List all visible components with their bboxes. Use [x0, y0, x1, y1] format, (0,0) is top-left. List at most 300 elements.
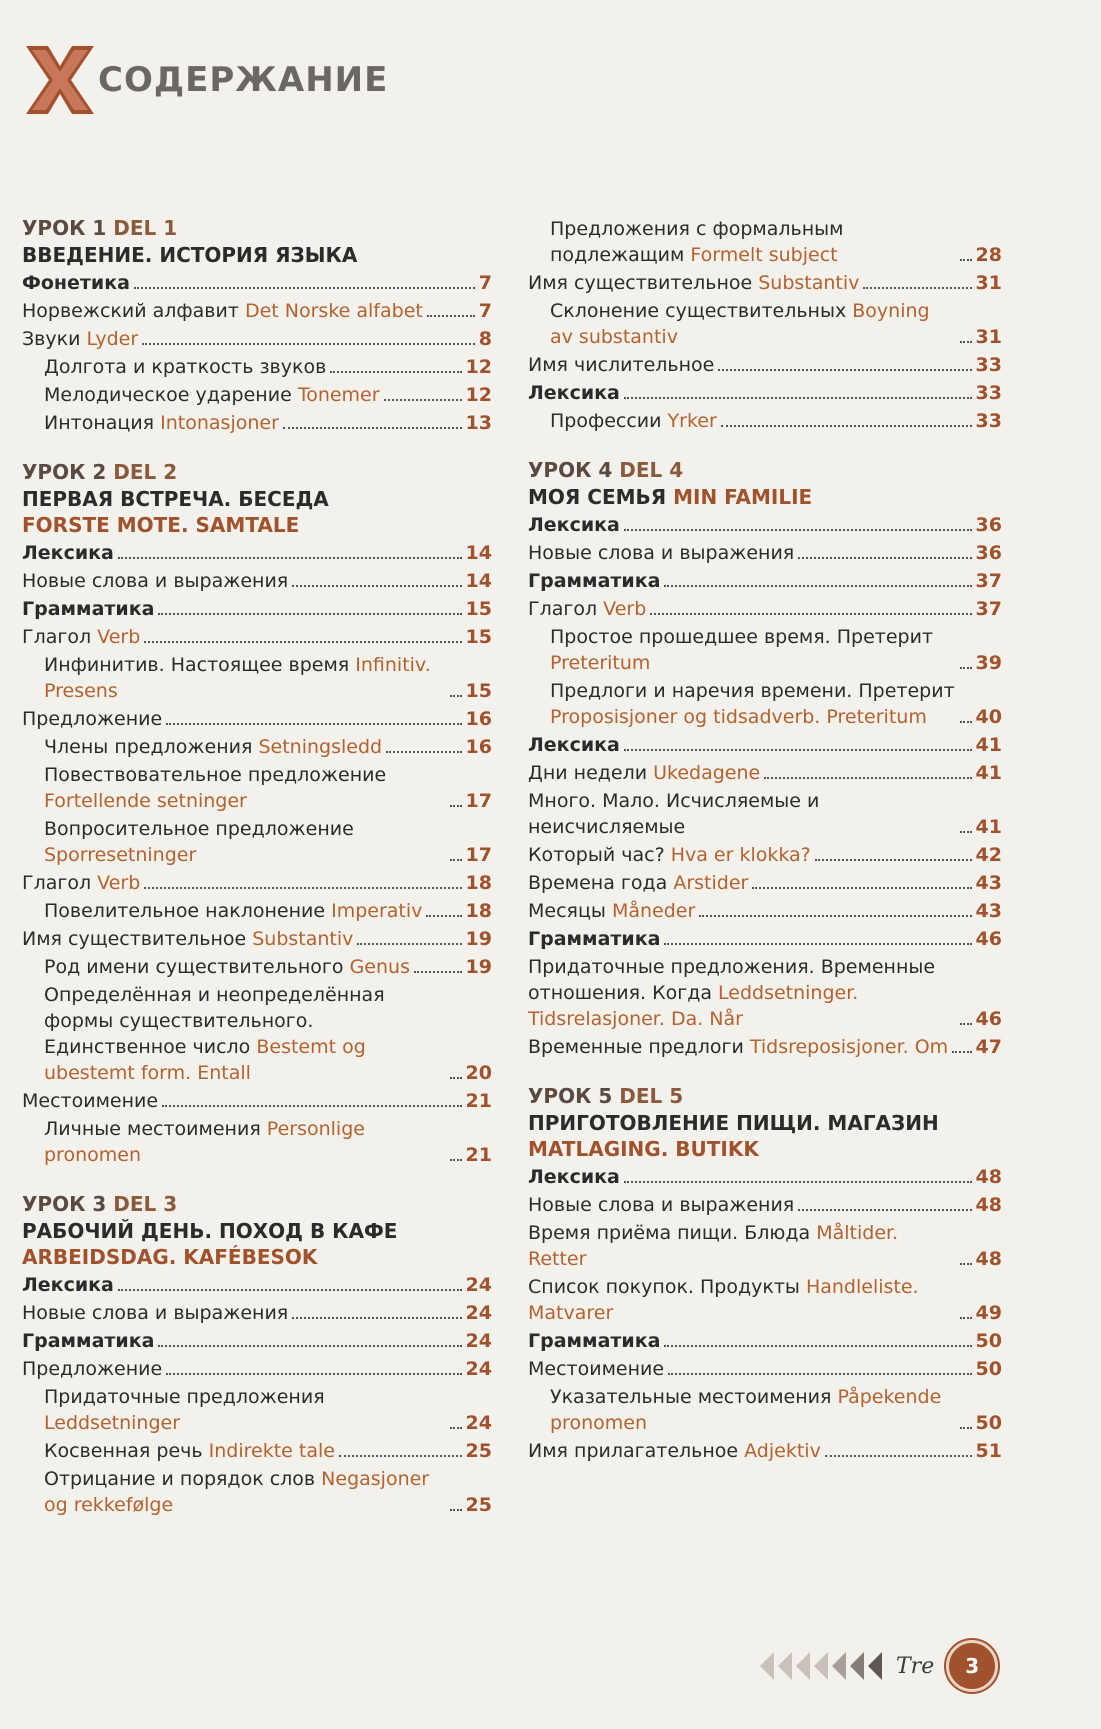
page-number: 20	[465, 1062, 492, 1084]
dot-leader	[960, 1023, 972, 1025]
dot-leader	[668, 1373, 971, 1375]
entry-title	[22, 1272, 114, 1298]
entry-title-no: Setningsledd	[258, 736, 383, 758]
page-header	[26, 46, 388, 114]
page-number: 12	[465, 384, 492, 406]
dot-leader	[283, 427, 462, 429]
lesson-title	[22, 242, 492, 268]
dot-leader	[960, 1427, 972, 1429]
entry-title	[528, 760, 760, 786]
entry-title	[528, 540, 794, 566]
lesson-title-no: ARBEIDSDAG. KAFÉBESOK	[22, 1245, 318, 1269]
entry-title-ru: Грамматика	[22, 598, 155, 620]
toc-entry	[22, 954, 492, 980]
entry-title-ru: Интонация	[44, 412, 161, 434]
page-number: 24	[465, 1412, 492, 1434]
toc-entry	[22, 298, 492, 324]
entry-title-no: Fortellende setninger	[44, 790, 247, 812]
page-number-badge: 3	[946, 1640, 998, 1692]
toc-entry	[22, 1088, 492, 1114]
arrow-icon	[760, 1652, 774, 1680]
entry-title	[528, 1164, 620, 1190]
page-number: 15	[465, 598, 492, 620]
entry-title-no: Det Norske alfabet	[244, 300, 423, 322]
lesson-number: УРОК 3	[22, 1192, 107, 1216]
toc-entry	[528, 842, 1002, 868]
dot-leader	[166, 1373, 461, 1375]
toc-entry	[528, 732, 1002, 758]
lesson-del: DEL 1	[113, 216, 178, 240]
toc-entry	[528, 926, 1002, 952]
entry-title-ru: Указательные местоимения	[550, 1386, 838, 1408]
entry-title-ru: Простое прошедшее время. Претерит	[550, 626, 934, 648]
entry-title	[44, 1438, 335, 1464]
toc-entry	[528, 1034, 1002, 1060]
entry-title-no: Bestemt og ubestemt form. Entall	[44, 1036, 366, 1084]
lesson-title-no: MATLAGING. BUTIKK	[528, 1137, 759, 1161]
dot-leader	[699, 915, 971, 917]
dot-leader	[158, 613, 461, 615]
entry-title	[44, 954, 410, 980]
dot-leader	[450, 859, 462, 861]
dot-leader	[664, 943, 971, 945]
lesson-heading	[528, 456, 1002, 484]
toc-entry	[22, 1466, 492, 1518]
entry-title	[550, 678, 956, 730]
entry-title-ru: Временные предлоги	[528, 1036, 750, 1058]
lesson-title-no: FORSTE MOTE. SAMTALE	[22, 513, 300, 537]
entry-title-ru: Предложение	[22, 708, 163, 730]
entry-title	[22, 1300, 288, 1326]
entry-title	[22, 1356, 162, 1382]
page-number: 19	[465, 928, 492, 950]
page-number: 43	[975, 872, 1002, 894]
page-number: 50	[975, 1330, 1002, 1352]
entry-title-ru: Придаточные предложения. Временные отношения. Когда	[528, 956, 936, 1004]
entry-title	[22, 596, 154, 622]
page-number: 17	[465, 844, 492, 866]
entry-title	[528, 870, 748, 896]
page-number: 36	[975, 514, 1002, 536]
toc-column-left	[22, 214, 492, 1540]
toc-entry	[22, 1384, 492, 1436]
lesson-number: УРОК 2	[22, 460, 107, 484]
entry-title	[22, 1088, 158, 1114]
entry-title-ru: Имя числительное	[528, 354, 715, 376]
toc-entry	[528, 352, 1002, 378]
entry-title-no: Indirekte tale	[208, 1440, 335, 1462]
entry-title-no: Arstider	[673, 872, 749, 894]
toc-entry	[22, 624, 492, 650]
toc-entry	[22, 270, 492, 296]
dot-leader	[450, 1159, 462, 1161]
page-number: 7	[478, 300, 492, 322]
lesson-del: DEL 3	[113, 1192, 178, 1216]
entry-title-ru: Новые слова и выражения	[528, 1194, 795, 1216]
arrow-icon	[850, 1652, 864, 1680]
entry-title-ru: Предложения с формальным подлежащим	[550, 218, 844, 266]
lesson-section	[528, 216, 1002, 434]
entry-title	[550, 298, 956, 350]
entry-title-no: Imperativ	[331, 900, 423, 922]
entry-title-ru: Лексика	[22, 1274, 114, 1296]
page-number: 24	[465, 1302, 492, 1324]
page-number: 42	[975, 844, 1002, 866]
lesson-title	[528, 484, 1002, 510]
dot-leader	[162, 1105, 461, 1107]
entry-title-ru: Грамматика	[528, 1330, 661, 1352]
page-number: 24	[465, 1358, 492, 1380]
entry-title-no: Substantiv	[758, 272, 860, 294]
toc-entry	[22, 926, 492, 952]
entry-title	[44, 762, 446, 814]
entry-title-ru: Повелительное наклонение	[44, 900, 332, 922]
entry-title	[550, 408, 717, 434]
entry-title-no: Ukedagene	[653, 762, 761, 784]
entry-title-ru: Повествовательное предложение	[44, 764, 387, 786]
entry-title	[22, 540, 114, 566]
entry-title	[44, 898, 422, 924]
lesson-title-ru: ПРИГОТОВЛЕНИЕ ПИЩИ. МАГАЗИН	[528, 1111, 939, 1135]
page-number: 48	[975, 1166, 1002, 1188]
entry-title-ru: Дни недели	[528, 762, 654, 784]
entry-title-no: Adjektiv	[744, 1440, 821, 1462]
toc-entry	[528, 1438, 1002, 1464]
dot-leader	[815, 859, 972, 861]
entry-title	[550, 216, 956, 268]
toc-entry	[528, 380, 1002, 406]
toc-entry	[528, 1164, 1002, 1190]
page-number: 14	[465, 542, 492, 564]
page-number: 15	[465, 680, 492, 702]
entry-title	[550, 624, 956, 676]
dot-leader	[752, 887, 971, 889]
entry-title-ru: Долгота и краткость звуков	[44, 356, 327, 378]
entry-title	[44, 652, 446, 704]
dot-leader	[292, 585, 461, 587]
dot-leader	[292, 1317, 461, 1319]
lesson-heading	[528, 1082, 1002, 1110]
entry-title	[528, 1192, 794, 1218]
page-number: 24	[465, 1330, 492, 1352]
dot-leader	[624, 397, 972, 399]
entry-title-no: Tonemer	[297, 384, 380, 406]
dot-leader	[764, 777, 971, 779]
toc-entry	[528, 408, 1002, 434]
dot-leader	[142, 343, 475, 345]
toc-entry	[22, 568, 492, 594]
entry-title-no: Yrker	[667, 410, 717, 432]
dot-leader	[118, 557, 462, 559]
entry-title	[528, 842, 811, 868]
toc-entry	[22, 596, 492, 622]
toc-entry	[22, 326, 492, 352]
entry-title	[528, 1438, 821, 1464]
toc-entry	[528, 1356, 1002, 1382]
dot-leader	[134, 287, 475, 289]
entry-title	[528, 1328, 660, 1354]
page-number: 25	[465, 1494, 492, 1516]
dot-leader	[426, 915, 461, 917]
page-number: 19	[465, 956, 492, 978]
entry-title-no: Personlige pronomen	[44, 1118, 365, 1166]
entry-title-ru: Имя существительное	[528, 272, 759, 294]
dot-leader	[664, 585, 971, 587]
entry-title-ru: Личные местоимения	[44, 1118, 267, 1140]
entry-title-ru: Который час?	[528, 844, 671, 866]
toc-entry	[528, 898, 1002, 924]
page-number: 33	[975, 354, 1002, 376]
lesson-number: УРОК 1	[22, 216, 107, 240]
entry-title-no: Negasjoner og rekkefølge	[44, 1468, 430, 1516]
entry-title-no: Handleliste. Matvarer	[528, 1276, 919, 1324]
entry-title-ru: Звуки	[22, 328, 87, 350]
entry-title-ru: Много. Мало. Исчисляемые и неисчисляемые	[528, 790, 820, 838]
page-number: 37	[975, 570, 1002, 592]
entry-title-ru: Имя существительное	[22, 928, 253, 950]
page-number: 50	[975, 1358, 1002, 1380]
entry-title-no: Leddsetninger	[44, 1412, 181, 1434]
lesson-number: УРОК 4	[528, 458, 613, 482]
toc-entry	[22, 354, 492, 380]
dot-leader	[330, 371, 461, 373]
toc-entry	[528, 596, 1002, 622]
entry-title	[22, 1328, 154, 1354]
toc-entry	[22, 1328, 492, 1354]
dot-leader	[166, 723, 461, 725]
entry-title-no: Verb	[97, 626, 141, 648]
toc-entry	[528, 870, 1002, 896]
entry-title-no: Genus	[349, 956, 410, 978]
page-number: 21	[465, 1144, 492, 1166]
lesson-heading	[22, 1190, 492, 1218]
toc-entry	[22, 1116, 492, 1168]
arrow-icon	[778, 1652, 792, 1680]
page-number: 18	[465, 900, 492, 922]
entry-title-no: Tidsreposisjoner. Om	[749, 1036, 949, 1058]
toc-column-right	[528, 214, 1002, 1486]
entry-title	[528, 1356, 664, 1382]
page-number: 16	[465, 708, 492, 730]
entry-title	[44, 1116, 446, 1168]
page-number: 49	[975, 1302, 1002, 1324]
entry-title-ru: Новые слова и выражения	[528, 542, 795, 564]
entry-title-no: Måltider. Retter	[528, 1222, 899, 1270]
lesson-title-ru: МОЯ СЕМЬЯ	[528, 485, 674, 509]
dot-leader	[450, 1427, 462, 1429]
lesson-title	[528, 1110, 1002, 1136]
toc-entry	[528, 1274, 1002, 1326]
lesson-title-ru: ПЕРВАЯ ВСТРЕЧА. БЕСЕДА	[22, 487, 329, 511]
page-number: 36	[975, 542, 1002, 564]
toc-entry	[22, 870, 492, 896]
toc-entry	[22, 762, 492, 814]
dot-leader	[158, 1345, 461, 1347]
dot-leader	[798, 557, 971, 559]
entry-title-ru: Новые слова и выражения	[22, 570, 289, 592]
entry-title-ru: Вопросительное предложение	[44, 818, 354, 840]
entry-title	[22, 326, 138, 352]
page-number: 43	[975, 900, 1002, 922]
lesson-heading	[22, 458, 492, 486]
toc-entry	[528, 568, 1002, 594]
entry-title	[528, 732, 620, 758]
entry-title	[528, 352, 714, 378]
entry-title	[528, 568, 660, 594]
dot-leader	[863, 287, 971, 289]
toc-entry	[22, 410, 492, 436]
entry-title-no: Hva er klokka?	[670, 844, 811, 866]
entry-title-ru: Род имени существительного	[44, 956, 350, 978]
entry-title	[528, 788, 956, 840]
page-footer	[760, 1640, 998, 1692]
dot-leader	[721, 425, 972, 427]
lesson-section	[528, 1082, 1002, 1464]
dot-leader	[118, 1289, 462, 1291]
toc-entry	[22, 816, 492, 868]
dot-leader	[798, 1209, 971, 1211]
entry-title	[22, 298, 423, 324]
entry-title	[22, 624, 140, 650]
toc-entry	[22, 982, 492, 1086]
toc-entry	[528, 788, 1002, 840]
entry-title-ru: Определённая и неопределённая формы существительного. Единственное число	[44, 984, 385, 1058]
entry-title	[22, 926, 353, 952]
toc-entry	[22, 898, 492, 924]
toc-entry	[528, 270, 1002, 296]
entry-title-no: Verb	[603, 598, 647, 620]
entry-title-ru: Склонение существительных	[550, 300, 853, 322]
entry-title-ru: Лексика	[22, 542, 114, 564]
dot-leader	[664, 1345, 971, 1347]
entry-title	[44, 1384, 446, 1436]
lesson-title-ru: РАБОЧИЙ ДЕНЬ. ПОХОД В КАФЕ	[22, 1219, 398, 1243]
entry-title	[528, 596, 646, 622]
dot-leader	[960, 721, 972, 723]
entry-title-no: Leddsetninger. Tidsrelasjoner. Da. Når	[528, 982, 859, 1030]
page-number: 25	[465, 1440, 492, 1462]
entry-title-ru: Имя прилагательное	[528, 1440, 745, 1462]
page-number: 16	[465, 736, 492, 758]
page-number: 31	[975, 272, 1002, 294]
toc-entry	[22, 540, 492, 566]
x-logo-icon	[26, 46, 94, 114]
toc-entry	[528, 512, 1002, 538]
toc-entry	[528, 1384, 1002, 1436]
entry-title-ru: Глагол	[22, 872, 98, 894]
arrow-icon	[796, 1652, 810, 1680]
dot-leader	[960, 1317, 972, 1319]
page-number: 40	[975, 706, 1002, 728]
dot-leader	[384, 399, 462, 401]
entry-title-ru: Глагол	[528, 598, 604, 620]
dot-leader	[960, 1263, 972, 1265]
entry-title-ru: Придаточные предложения	[44, 1386, 325, 1408]
page-number: 47	[975, 1036, 1002, 1058]
dot-leader	[450, 1077, 462, 1079]
entry-title	[44, 1466, 446, 1518]
toc-entry	[528, 540, 1002, 566]
entry-title-no: Substantiv	[252, 928, 354, 950]
lesson-heading	[22, 214, 492, 242]
entry-title-ru: Лексика	[528, 734, 620, 756]
entry-title	[550, 1384, 956, 1436]
dot-leader	[450, 805, 462, 807]
dot-leader	[960, 341, 972, 343]
dot-leader	[144, 641, 461, 643]
lesson-title-ru: ВВЕДЕНИЕ. ИСТОРИЯ ЯЗЫКА	[22, 243, 358, 267]
lesson-del: DEL 5	[619, 1084, 684, 1108]
page-number: 28	[975, 244, 1002, 266]
entry-title-ru: Время приёма пищи. Блюда	[528, 1222, 817, 1244]
lesson-title	[22, 1218, 492, 1244]
lesson-number: УРОК 5	[528, 1084, 613, 1108]
entry-title-no: Formelt subject	[690, 244, 838, 266]
toc-entry	[22, 652, 492, 704]
entry-title-no: Påpekende pronomen	[550, 1386, 942, 1434]
dot-leader	[414, 971, 462, 973]
page-number: 15	[465, 626, 492, 648]
entry-title	[22, 568, 288, 594]
dot-leader	[450, 1509, 462, 1511]
entry-title-ru: Глагол	[22, 626, 98, 648]
toc-entry	[528, 1192, 1002, 1218]
page-number: 41	[975, 762, 1002, 784]
entry-title-ru: Месяцы	[528, 900, 612, 922]
entry-title-no: Intonasjoner	[160, 412, 279, 434]
entry-title-no: Verb	[97, 872, 141, 894]
arrow-icon	[832, 1652, 846, 1680]
entry-title	[528, 1034, 948, 1060]
entry-title	[528, 926, 660, 952]
entry-title	[44, 982, 446, 1086]
entry-title-no: Lyder	[86, 328, 139, 350]
page-number: 24	[465, 1274, 492, 1296]
lesson-del: DEL 4	[619, 458, 684, 482]
page-number: 18	[465, 872, 492, 894]
entry-title-ru: Времена года	[528, 872, 674, 894]
page-number: 13	[465, 412, 492, 434]
entry-title	[528, 380, 620, 406]
dot-leader	[450, 695, 462, 697]
page-number: 21	[465, 1090, 492, 1112]
dot-leader	[624, 749, 972, 751]
entry-title	[44, 410, 279, 436]
page-number: 17	[465, 790, 492, 812]
toc-entry	[22, 734, 492, 760]
dot-leader	[960, 667, 972, 669]
dot-leader	[357, 943, 461, 945]
entry-title	[22, 706, 162, 732]
arrow-icon	[814, 1652, 828, 1680]
dot-leader	[624, 1181, 972, 1183]
page-number: 37	[975, 598, 1002, 620]
lesson-section	[22, 214, 492, 436]
toc-entry	[22, 706, 492, 732]
dot-leader	[718, 369, 971, 371]
entry-title-ru: Члены предложения	[44, 736, 259, 758]
entry-title-no: Boyning av substantiv	[550, 300, 930, 348]
entry-title-ru: Инфинитив. Настоящее время	[44, 654, 356, 676]
entry-title-ru: Фонетика	[22, 272, 130, 294]
toc-entry	[528, 954, 1002, 1032]
entry-title-ru: Грамматика	[22, 1330, 155, 1352]
entry-title	[22, 270, 130, 296]
entry-title	[44, 816, 446, 868]
lesson-title	[22, 486, 492, 512]
entry-title-no: Proposisjoner og tidsadverb. Preteritum	[550, 706, 927, 728]
page-number: 41	[975, 734, 1002, 756]
